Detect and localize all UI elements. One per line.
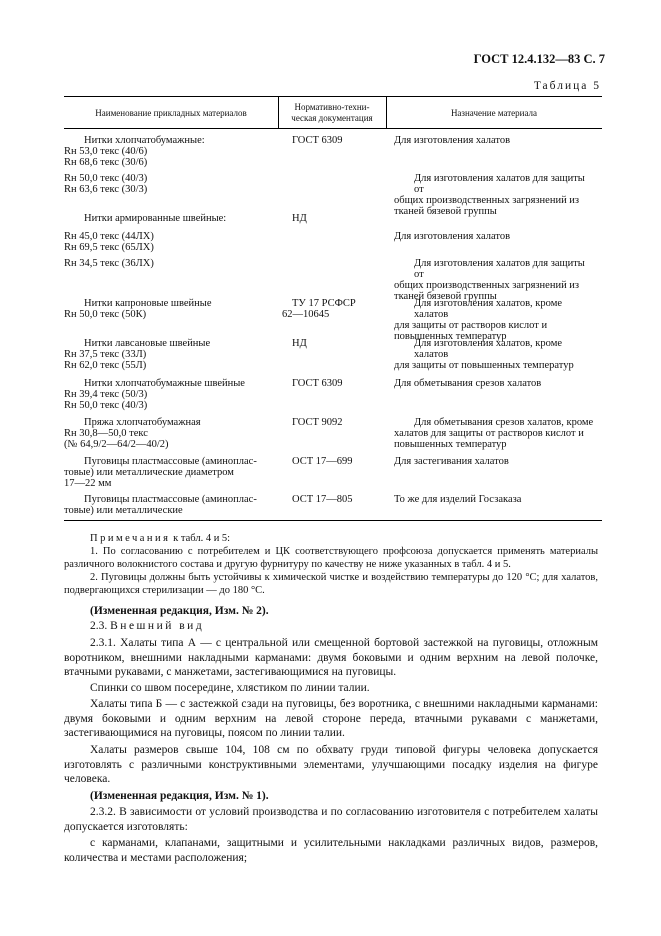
note-2: 2. Пуговицы должны быть устойчивы к химической чистке и воздействию температуры до 120 °С; для халатов, подвергающихся стерилизации — до 180 °С. xyxy=(64,572,598,596)
doc-cell: НД xyxy=(292,338,307,349)
amendment-note: (Измененная редакция, Изм. № 1). xyxy=(90,790,269,802)
doc-cell: ГОСТ 9092 xyxy=(292,417,343,428)
col-header-docs-line2: ческая документация xyxy=(291,113,373,123)
purpose-line: общих производственных загрязнений из xyxy=(394,280,580,291)
purpose-line: тканей бязевой группы xyxy=(394,291,497,302)
table-row xyxy=(64,378,274,411)
purpose-line: Для изготовления халатов, кроме халатов xyxy=(414,298,562,320)
col-header-docs xyxy=(280,102,384,124)
material-spec: Rн 50,0 текс (40/3) xyxy=(64,173,148,184)
section-title: Внешний вид xyxy=(110,620,205,632)
col-header-materials: Наименование прикладных материалов xyxy=(95,108,247,118)
paragraph-2-3-1: 2.3.1. Халаты типа А — с центральной или смещенной бортовой застежкой на пуговицы, отложным воротником, внешними накладными карманами: двумя боковыми и одним верхним на левой полочке, втачными рукавами, с манжетами, застегивающимися на пуговицы. xyxy=(64,637,598,678)
col-header-purpose: Назначение материала xyxy=(450,108,538,118)
purpose-cell: Для обметывания срезов халатов xyxy=(394,378,542,389)
purpose-cell xyxy=(394,417,596,450)
notes-title xyxy=(64,532,598,545)
material-name: Пуговицы пластмассовые (аминоплас- xyxy=(84,494,257,505)
header-divider-1 xyxy=(278,96,279,128)
material-spec: Rн 30,8—50,0 текс xyxy=(64,428,148,439)
col-header-docs-line1: Нормативно-техни- xyxy=(294,102,370,112)
section-number: 2.3. xyxy=(90,620,111,632)
amendment-note: (Измененная редакция, Изм. № 2). xyxy=(90,605,269,617)
purpose-line: повышенных температур xyxy=(394,331,507,342)
doc-cell xyxy=(282,298,384,320)
purpose-cell: Для изготовления халатов xyxy=(394,231,511,242)
purpose-cell xyxy=(394,338,596,371)
paragraph-2-3-2: 2.3.2. В зависимости от условий производства и по согласованию изготовителя с потребителем халаты допускается изготовлять: xyxy=(64,806,598,833)
paragraph-back: Спинки со швом посередине, хлястиком по линии талии. xyxy=(90,682,370,694)
material-name: Нитки лавсановые швейные xyxy=(84,338,211,349)
doc-cell: ОСТ 17—805 xyxy=(292,494,353,505)
purpose-line: общих производственных загрязнений из xyxy=(394,195,580,206)
material-name: Нитки хлопчатобумажные: xyxy=(84,135,205,146)
material-spec: (№ 64,9/2—64/2—40/2) xyxy=(64,439,169,450)
material-name: Пряжа хлопчатобумажная xyxy=(84,417,201,428)
purpose-cell xyxy=(394,298,596,342)
table-row xyxy=(64,456,274,489)
material-name: Нитки хлопчатобумажные швейные xyxy=(84,378,245,389)
table-top-rule xyxy=(64,96,602,97)
purpose-line: для защиты от растворов кислот и xyxy=(394,320,548,331)
paragraph-sizes: Халаты размеров свыше 104, 108 см по обхвату груди типовой фигуры человека допускается изготовлять с различными конструктивными элементами, улучшающими посадку изделия на фигуре человека. xyxy=(64,744,598,785)
purpose-line: Для обметывания срезов халатов, кроме xyxy=(414,417,594,428)
purpose-cell xyxy=(394,173,596,217)
material-spec: Rн 69,5 текс (65ЛХ) xyxy=(64,242,154,253)
table-row xyxy=(64,298,274,320)
page-header: ГОСТ 12.4.132—83 С. 7 xyxy=(473,52,605,66)
material-spec: Rн 34,5 текс (36ЛХ) xyxy=(64,258,154,269)
paragraph-type-b: Халаты типа Б — с застежкой сзади на пуговицы, без воротника, с внешними накладными карманами: двумя боковыми и одним верхним на левой стороне переда, втачными рукавами с манжетами, застегивающимися на пуговицы, поясом по линии талии. xyxy=(64,698,598,739)
table-row xyxy=(64,417,274,450)
material-name: Нитки армированные швейные: xyxy=(84,213,227,224)
table-row xyxy=(64,338,274,371)
doc-cell: ГОСТ 6309 xyxy=(292,378,343,389)
table-row xyxy=(64,494,274,516)
material-name: товые) или металлические xyxy=(64,505,183,516)
material-spec: Rн 39,4 текс (50/3) xyxy=(64,389,148,400)
purpose-cell: Для изготовления халатов xyxy=(394,135,511,146)
doc-line: 62—10645 xyxy=(282,309,330,320)
table-row xyxy=(64,231,274,253)
purpose-line: халатов для защиты от растворов кислот и xyxy=(394,428,584,439)
material-name: Пуговицы пластмассовые (аминоплас- xyxy=(84,456,257,467)
table-bottom-rule xyxy=(64,520,602,521)
material-spec: Rн 63,6 текс (30/3) xyxy=(64,184,148,195)
purpose-line: для защиты от повышенных температур xyxy=(394,360,574,371)
purpose-line: тканей бязевой группы xyxy=(394,206,497,217)
purpose-line: Для изготовления халатов, кроме халатов xyxy=(414,338,562,360)
header-divider-2 xyxy=(386,96,387,128)
table-row xyxy=(64,135,274,168)
material-name: товые) или металлические диаметром xyxy=(64,467,234,478)
notes-title-label: Примечания xyxy=(90,533,171,544)
material-spec: Rн 50,0 текс (40/3) xyxy=(64,400,148,411)
purpose-cell: То же для изделий Госзаказа xyxy=(394,494,522,505)
purpose-line: Для изготовления халатов для защиты от xyxy=(414,173,585,195)
doc-line: ТУ 17 РСФСР xyxy=(292,298,356,309)
purpose-line: повышенных температур xyxy=(394,439,507,450)
section-heading xyxy=(90,619,598,634)
notes-title-rest: к табл. 4 и 5: xyxy=(170,533,231,544)
table-row xyxy=(64,173,274,195)
doc-cell: ГОСТ 6309 xyxy=(292,135,343,146)
purpose-cell xyxy=(394,258,596,302)
material-spec: Rн 37,5 текс (33Л) xyxy=(64,349,147,360)
material-spec: Rн 45,0 текс (44ЛХ) xyxy=(64,231,154,242)
doc-cell: ОСТ 17—699 xyxy=(292,456,353,467)
doc-cell: НД xyxy=(292,213,307,224)
table-label: Таблица 5 xyxy=(533,80,601,92)
table-header-rule xyxy=(64,128,602,129)
material-spec: Rн 68,6 текс (30/6) xyxy=(64,157,148,168)
material-spec: Rн 62,0 текс (55Л) xyxy=(64,360,147,371)
material-name: 17—22 мм xyxy=(64,478,112,489)
material-name: Нитки капроновые швейные xyxy=(84,298,212,309)
note-1: 1. По согласованию с потребителем и ЦК соответствующего профсоюза допускается применять материалы различного волокнистого состава и другую фурнитуру по качеству не ниже указанных в табл. 4 и 5. xyxy=(64,546,598,570)
material-spec: Rн 50,0 текс (50К) xyxy=(64,309,147,320)
purpose-line: Для изготовления халатов для защиты от xyxy=(414,258,585,280)
paragraph-pockets: с карманами, клапанами, защитными и усилительными накладками различных видов, размеров, количества и местами расположения; xyxy=(64,837,598,864)
material-spec: Rн 53,0 текс (40/6) xyxy=(64,146,148,157)
purpose-cell: Для застегивания халатов xyxy=(394,456,509,467)
